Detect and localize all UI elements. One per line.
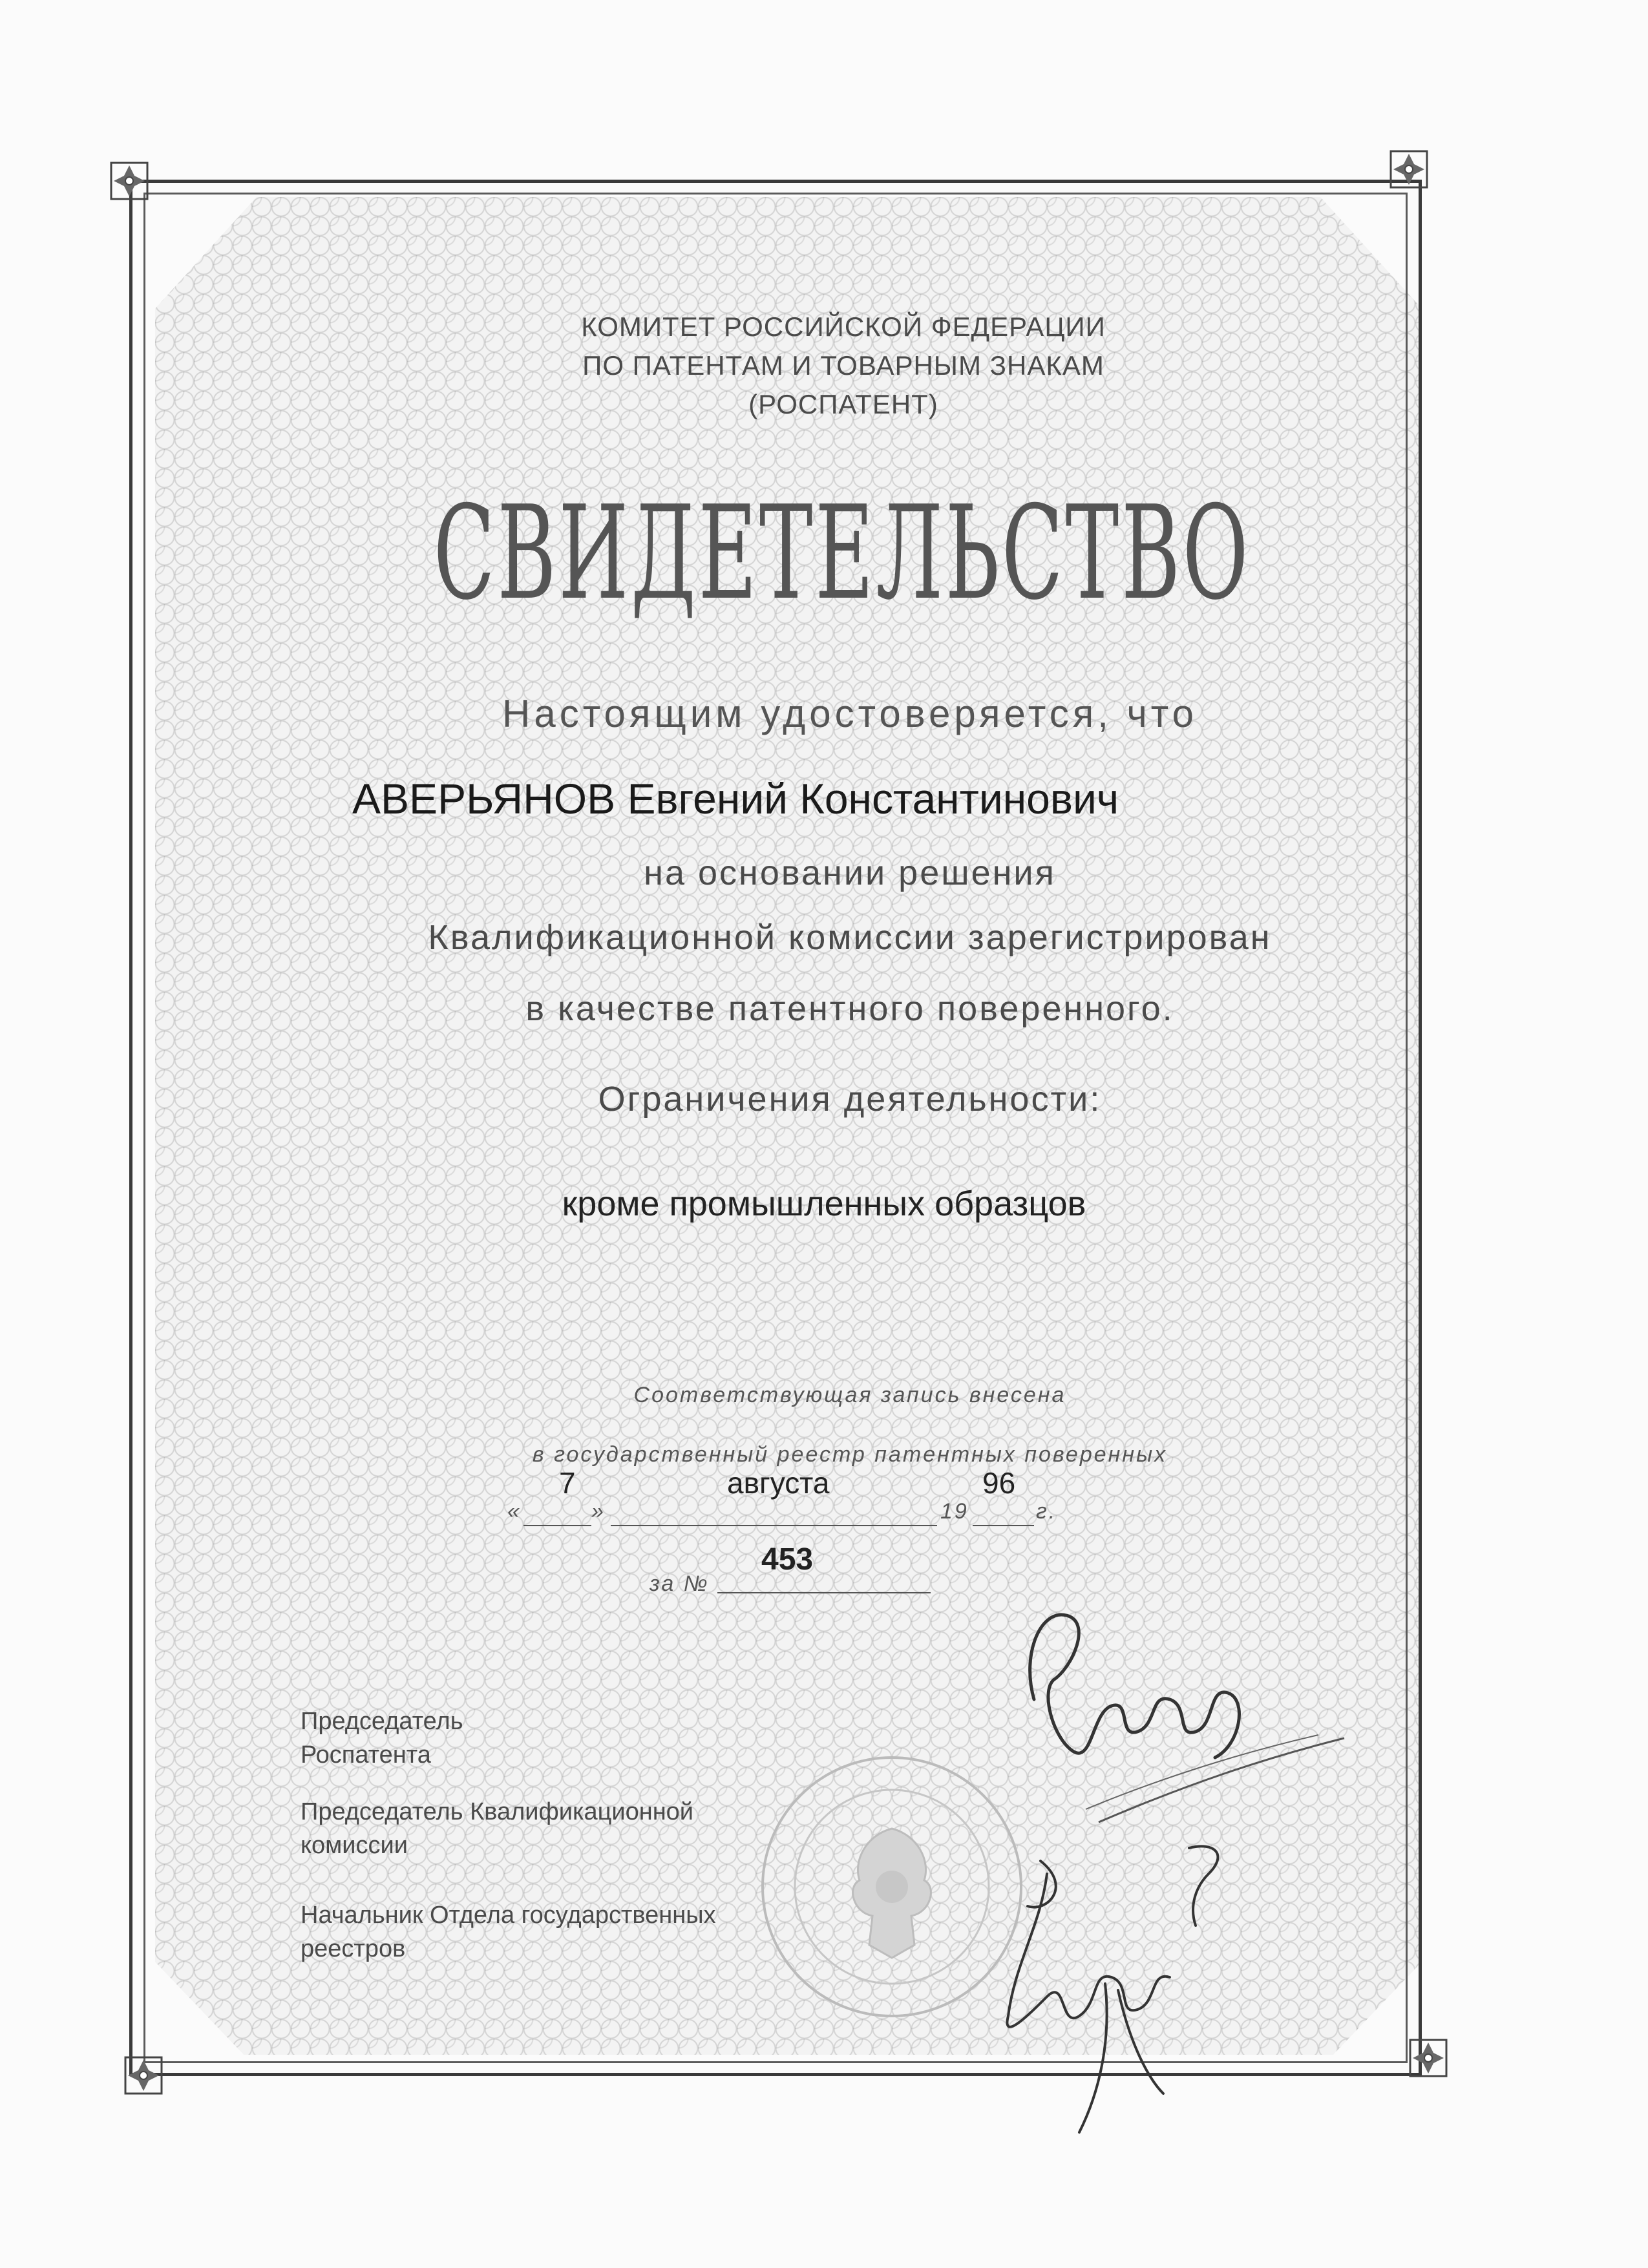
corner-ornament-icon — [124, 2056, 163, 2095]
registry-close-quote: » — [591, 1499, 606, 1524]
registry-day: 7 — [559, 1466, 576, 1500]
commission-label-2: комиссии — [301, 1832, 408, 1859]
registry-month: августа — [727, 1466, 830, 1500]
registry-open-quote: « — [507, 1499, 522, 1524]
corner-ornament-icon — [1389, 150, 1428, 189]
registry-line-2: в государственный реестр патентных поверенных — [532, 1442, 1168, 1467]
registry-head-label-1: Начальник Отдела государственных — [301, 1902, 716, 1929]
registry-century: 19 — [940, 1499, 969, 1524]
committee-line-1: КОМИТЕТ РОССИЙСКОЙ ФЕДЕРАЦИИ — [581, 311, 1106, 342]
committee-line-2: ПО ПАТЕНТАМ И ТОВАРНЫМ ЗНАКАМ — [582, 350, 1104, 381]
corner-ornament-icon — [110, 162, 149, 200]
registry-number: 453 — [761, 1542, 814, 1577]
holder-name: АВЕРЬЯНОВ Евгений Константинович — [352, 775, 1119, 823]
decision-line-1: на основании решения — [644, 854, 1056, 892]
corner-ornament-icon — [1409, 2039, 1448, 2077]
chairman-label-1: Председатель — [301, 1708, 463, 1735]
chairman-label-2: Роспатента — [301, 1741, 431, 1769]
registry-head-label-2: реестров — [301, 1935, 406, 1962]
registry-year-suffix: г. — [1036, 1499, 1057, 1524]
year-underline — [973, 1525, 1034, 1526]
number-underline — [717, 1592, 931, 1593]
certify-lead: Настоящим удостоверяется, что — [502, 692, 1198, 735]
day-underline — [523, 1525, 591, 1526]
restrictions-value: кроме промышленных образцов — [562, 1184, 1086, 1223]
document-title: СВИДЕТЕЛЬСТВО — [433, 478, 1251, 629]
decision-line-2: Квалификационной комиссии зарегистрирован — [428, 918, 1272, 957]
restrictions-label: Ограничения деятельности: — [598, 1080, 1102, 1118]
month-underline — [611, 1525, 937, 1526]
registry-line-1: Соответствующая запись внесена — [633, 1383, 1066, 1407]
registry-head-signature-icon — [918, 1835, 1254, 2145]
decision-line-3: в качестве патентного поверенного. — [525, 989, 1174, 1028]
registry-year: 96 — [982, 1466, 1016, 1500]
committee-line-3: (РОСПАТЕНТ) — [748, 389, 938, 419]
chairman-signature-icon — [995, 1590, 1357, 1835]
registry-number-label: за № — [650, 1571, 710, 1596]
commission-label-1: Председатель Квалификационной — [301, 1798, 694, 1825]
